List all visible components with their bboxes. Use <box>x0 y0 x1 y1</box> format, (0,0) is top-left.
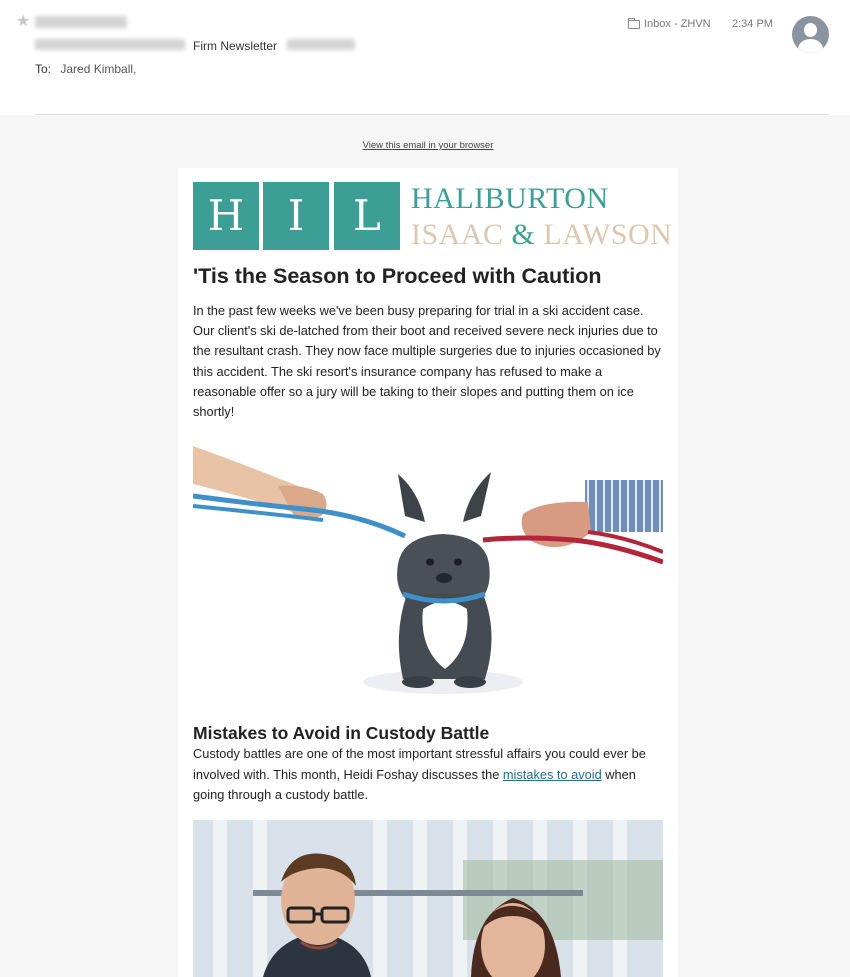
article1-body: In the past few weeks we've been busy preparing for trial in a ski accident case. Our client's ski de-latched from their boot and received severe neck injuries due to the resultant crash. They now face multiple surgeries due to injuries occasioned by this accident. The ski resort's insurance company has refused to make a reasonable offer so a jury will be taking to their slopes and putting them on ice shortly! <box>193 303 661 420</box>
view-in-browser-link[interactable]: View this email in your browser <box>362 140 494 151</box>
star-icon[interactable]: ★ <box>16 13 31 30</box>
logo-firm-line1: HALIBURTON <box>411 182 609 215</box>
logo-letter-l: L <box>334 182 400 250</box>
view-in-browser <box>0 140 850 151</box>
folder-icon <box>628 20 640 29</box>
article2-title: Mistakes to Avoid in Custody Battle <box>193 723 490 743</box>
subject-suffix-redacted <box>287 39 355 50</box>
sender-name-redacted <box>35 16 127 28</box>
mistakes-to-avoid-link[interactable]: mistakes to avoid <box>502 766 602 782</box>
article2-body-before: Custody battles are one of the most important stressful affairs you could ever be involved with. This month, Heidi Foshay discusses the <box>193 746 646 782</box>
attorneys-illustration <box>193 820 663 977</box>
avatar-body-shape <box>798 39 823 53</box>
article1-title: 'Tis the Season to Proceed with Caution <box>193 264 602 288</box>
received-time: 2:34 PM <box>732 18 773 30</box>
firm-logo[interactable] <box>193 182 673 251</box>
to-row <box>35 62 136 76</box>
logo-firm-line2 <box>411 218 672 252</box>
email-subject: Firm Newsletter <box>193 39 278 53</box>
sender-email-redacted <box>35 39 185 50</box>
logo-letter-h: H <box>193 182 259 250</box>
puppy-leash-photo <box>193 444 663 706</box>
logo-ampersand: & <box>511 218 536 251</box>
article2-body <box>193 744 663 806</box>
logo-line2-part2: LAWSON <box>535 218 673 251</box>
avatar-head-shape <box>804 23 817 37</box>
mailbox-name: Inbox - ZHVN <box>644 18 711 30</box>
to-label: To: <box>35 62 52 76</box>
recipient-name[interactable]: Jared Kimball, <box>60 62 137 76</box>
mailbox-indicator[interactable] <box>628 18 711 30</box>
logo-letter-i: I <box>263 182 329 250</box>
puppy-leash-illustration <box>193 444 663 706</box>
logo-line2-part1: ISAAC <box>411 218 512 251</box>
attorneys-photo <box>193 820 663 977</box>
sender-avatar[interactable] <box>792 16 829 53</box>
article2-body-after: when going through a custody battle. <box>193 766 636 802</box>
email-header <box>0 0 850 114</box>
